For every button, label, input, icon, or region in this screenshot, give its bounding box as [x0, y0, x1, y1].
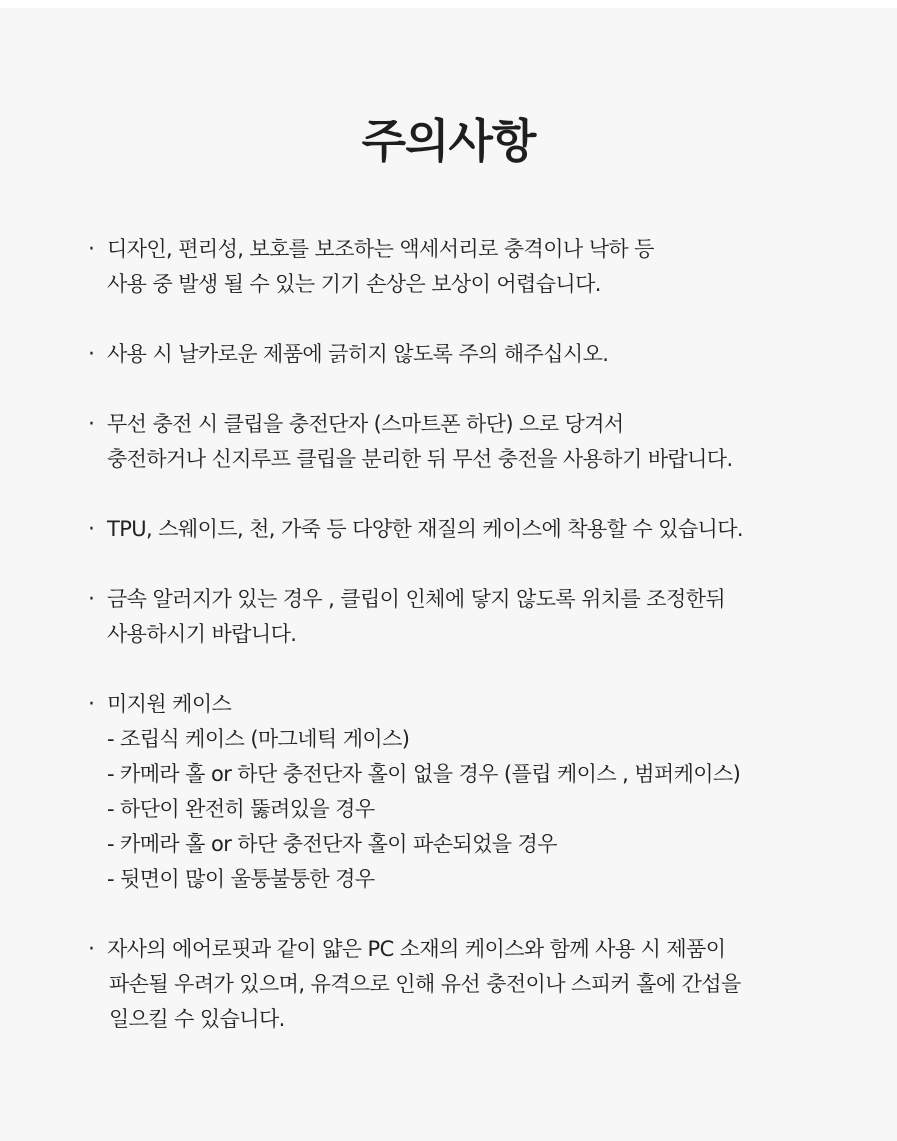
- notice-panel: [0, 8, 897, 1141]
- notice-item: [88, 407, 878, 477]
- notice-text: 미지원 케이스: [107, 692, 232, 716]
- notice-text: 무선 충전 시 클립을 충전단자 (스마트폰 하단) 으로 당겨서: [107, 412, 624, 436]
- notice-text: 파손될 우려가 있으며, 유격으로 인해 유선 충전이나 스피커 홀에 간섭을: [109, 972, 741, 996]
- notice-text: 사용 시 날카로운 제품에 긁히지 않도록 주의 해주십시오.: [107, 342, 609, 366]
- sub-item: - 조립식 케이스 (마그네틱 게이스): [107, 727, 410, 751]
- notice-text: 디자인, 편리성, 보호를 보조하는 액세서리로 충격이나 낙하 등: [107, 237, 654, 261]
- bullet-dot: ·: [88, 412, 95, 437]
- page-title: 주의사항: [361, 114, 536, 168]
- notice-text: 사용 중 발생 될 수 있는 기기 손상은 보상이 어렵습니다.: [107, 272, 601, 296]
- notice-text: TPU, 스웨이드, 천, 가죽 등 다양한 재질의 케이스에 착용할 수 있습니다.: [107, 517, 743, 541]
- bullet-dot: ·: [88, 937, 95, 962]
- notice-item: [88, 932, 878, 1037]
- bullet-dot: ·: [88, 692, 95, 717]
- notice-item: [88, 232, 878, 302]
- notice-item: [88, 512, 878, 547]
- notice-list: [88, 232, 878, 1072]
- notice-text: 자사의 에어로핏과 같이 얇은 PC 소재의 케이스와 함께 사용 시 제품이: [107, 937, 726, 961]
- bullet-dot: ·: [88, 342, 95, 367]
- bullet-dot: ·: [88, 237, 95, 262]
- notice-text: 금속 알러지가 있는 경우 , 클립이 인체에 닿지 않도록 위치를 조정한뒤: [107, 587, 726, 611]
- bullet-dot: ·: [88, 587, 95, 612]
- sub-item: - 카메라 홀 or 하단 충전단자 홀이 없을 경우 (플립 케이스 , 범퍼케이스): [107, 762, 741, 786]
- notice-item: [88, 337, 878, 372]
- notice-text: 사용하시기 바랍니다.: [107, 622, 297, 646]
- notice-item-unsupported-cases: [88, 687, 878, 897]
- notice-text: 일으킬 수 있습니다.: [109, 1007, 285, 1031]
- sub-item: - 하단이 완전히 뚫려있을 경우: [107, 797, 375, 821]
- notice-item: [88, 582, 878, 652]
- notice-text: 충전하거나 신지루프 클립을 분리한 뒤 무선 충전을 사용하기 바랍니다.: [107, 447, 733, 471]
- sub-item: - 뒷면이 많이 울퉁불퉁한 경우: [107, 867, 375, 891]
- sub-item: - 카메라 홀 or 하단 충전단자 홀이 파손되었을 경우: [107, 832, 557, 856]
- bullet-dot: ·: [88, 517, 95, 542]
